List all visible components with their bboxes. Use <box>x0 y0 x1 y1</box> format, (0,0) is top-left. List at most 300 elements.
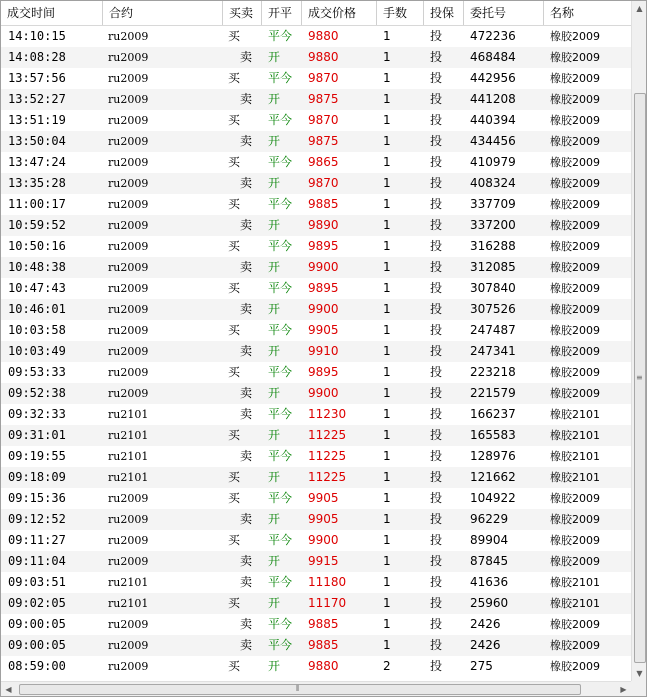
cell-contract: ru2009 <box>108 534 149 547</box>
cell-contract: ru2101 <box>108 576 149 589</box>
table-row[interactable] <box>1 257 631 278</box>
cell-buysell: 卖 <box>240 134 253 148</box>
cell-contract: ru2009 <box>108 345 149 358</box>
cell-time: 13:57:56 <box>8 71 66 85</box>
cell-order-id: 410979 <box>470 155 516 169</box>
cell-buysell: 买 <box>228 491 241 505</box>
cell-contract: ru2009 <box>108 639 149 652</box>
cell-time: 14:10:15 <box>8 29 66 43</box>
cell-openclose: 开 <box>268 302 281 316</box>
cell-buysell: 买 <box>228 29 241 43</box>
cell-name: 橡胶2009 <box>550 177 600 190</box>
cell-buysell: 卖 <box>240 176 253 190</box>
cell-order-id: 165583 <box>470 428 516 442</box>
cell-name: 橡胶2009 <box>550 198 600 211</box>
cell-buysell: 买 <box>228 239 241 253</box>
cell-hedge: 投 <box>430 92 443 106</box>
cell-name: 橡胶2101 <box>550 597 600 610</box>
cell-openclose: 开 <box>268 386 281 400</box>
cell-buysell: 买 <box>228 323 241 337</box>
cell-order-id: 247341 <box>470 344 516 358</box>
cell-time: 10:03:49 <box>8 344 66 358</box>
cell-contract: ru2009 <box>108 282 149 295</box>
cell-time: 09:53:33 <box>8 365 66 379</box>
cell-openclose: 开 <box>268 50 281 64</box>
cell-order-id: 337709 <box>470 197 516 211</box>
cell-time: 09:18:09 <box>8 470 66 484</box>
cell-openclose: 平今 <box>268 407 293 421</box>
cell-openclose: 开 <box>268 344 281 358</box>
cell-order-id: 442956 <box>470 71 516 85</box>
horizontal-scrollbar[interactable] <box>1 681 631 697</box>
cell-buysell: 卖 <box>240 92 253 106</box>
cell-price: 9900 <box>308 533 339 547</box>
cell-order-id: 247487 <box>470 323 516 337</box>
cell-name: 橡胶2009 <box>550 345 600 358</box>
cell-contract: ru2009 <box>108 51 149 64</box>
cell-openclose: 开 <box>268 470 281 484</box>
cell-order-id: 434456 <box>470 134 516 148</box>
cell-hedge: 投 <box>430 428 443 442</box>
cell-name: 橡胶2009 <box>550 156 600 169</box>
cell-hedge: 投 <box>430 596 443 610</box>
cell-hedge: 投 <box>430 113 443 127</box>
cell-name: 橡胶2101 <box>550 429 600 442</box>
table-row[interactable] <box>1 614 631 635</box>
scroll-corner <box>631 681 646 696</box>
cell-buysell: 买 <box>228 197 241 211</box>
table-row[interactable] <box>1 278 631 299</box>
cell-contract: ru2009 <box>108 93 149 106</box>
cell-order-id: 166237 <box>470 407 516 421</box>
cell-time: 11:00:17 <box>8 197 66 211</box>
cell-name: 橡胶2009 <box>550 240 600 253</box>
table-row[interactable] <box>1 152 631 173</box>
table-row[interactable] <box>1 551 631 572</box>
table-row[interactable] <box>1 572 631 593</box>
horizontal-scroll-thumb[interactable] <box>19 684 581 695</box>
cell-hedge: 投 <box>430 449 443 463</box>
cell-hedge: 投 <box>430 407 443 421</box>
table-row[interactable] <box>1 635 631 656</box>
table-row[interactable] <box>1 425 631 446</box>
cell-name: 橡胶2009 <box>550 51 600 64</box>
cell-openclose: 平今 <box>268 575 293 589</box>
cell-qty: 1 <box>383 386 391 400</box>
cell-openclose: 开 <box>268 554 281 568</box>
cell-order-id: 472236 <box>470 29 516 43</box>
arrow-right-icon[interactable]: ▶ <box>620 685 627 694</box>
cell-name: 橡胶2009 <box>550 387 600 400</box>
cell-time: 13:47:24 <box>8 155 66 169</box>
cell-qty: 1 <box>383 323 391 337</box>
cell-name: 橡胶2101 <box>550 471 600 484</box>
cell-price: 9875 <box>308 92 339 106</box>
cell-name: 橡胶2009 <box>550 135 600 148</box>
cell-qty: 1 <box>383 554 391 568</box>
cell-openclose: 平今 <box>268 29 293 43</box>
cell-contract: ru2009 <box>108 660 149 673</box>
cell-name: 橡胶2009 <box>550 324 600 337</box>
cell-hedge: 投 <box>430 533 443 547</box>
cell-hedge: 投 <box>430 323 443 337</box>
cell-price: 9900 <box>308 302 339 316</box>
cell-buysell: 买 <box>228 155 241 169</box>
col-header-openclose[interactable]: 开平 <box>262 1 302 25</box>
cell-buysell: 买 <box>228 533 241 547</box>
cell-buysell: 卖 <box>240 218 253 232</box>
cell-openclose: 平今 <box>268 449 293 463</box>
cell-name: 橡胶2009 <box>550 261 600 274</box>
cell-name: 橡胶2009 <box>550 492 600 505</box>
cell-openclose: 平今 <box>268 113 293 127</box>
cell-price: 11225 <box>308 428 347 442</box>
cell-qty: 1 <box>383 365 391 379</box>
cell-price: 11225 <box>308 449 347 463</box>
cell-hedge: 投 <box>430 239 443 253</box>
cell-contract: ru2009 <box>108 240 149 253</box>
cell-buysell: 卖 <box>240 575 253 589</box>
table-row[interactable] <box>1 47 631 68</box>
cell-buysell: 卖 <box>240 302 253 316</box>
cell-price: 9875 <box>308 134 339 148</box>
cell-buysell: 买 <box>228 71 241 85</box>
arrow-down-icon[interactable]: ▼ <box>636 669 643 678</box>
cell-qty: 1 <box>383 134 391 148</box>
table-row[interactable] <box>1 89 631 110</box>
column-header <box>1 1 631 26</box>
cell-name: 橡胶2009 <box>550 534 600 547</box>
cell-buysell: 卖 <box>240 554 253 568</box>
cell-buysell: 卖 <box>240 344 253 358</box>
cell-buysell: 买 <box>228 470 241 484</box>
table-row[interactable] <box>1 656 631 677</box>
cell-qty: 1 <box>383 617 391 631</box>
table-row[interactable] <box>1 404 631 425</box>
cell-order-id: 221579 <box>470 386 516 400</box>
cell-openclose: 平今 <box>268 638 293 652</box>
table-row[interactable] <box>1 362 631 383</box>
cell-price: 11180 <box>308 575 347 589</box>
cell-qty: 1 <box>383 71 391 85</box>
cell-price: 9905 <box>308 323 339 337</box>
table-row[interactable] <box>1 530 631 551</box>
cell-qty: 1 <box>383 512 391 526</box>
cell-openclose: 平今 <box>268 71 293 85</box>
col-header-name[interactable]: 名称 <box>550 6 575 20</box>
cell-name: 橡胶2009 <box>550 660 600 673</box>
cell-contract: ru2101 <box>108 408 149 421</box>
cell-qty: 1 <box>383 281 391 295</box>
cell-hedge: 投 <box>430 638 443 652</box>
cell-hedge: 投 <box>430 386 443 400</box>
cell-qty: 1 <box>383 575 391 589</box>
cell-time: 09:03:51 <box>8 575 66 589</box>
cell-openclose: 开 <box>268 512 281 526</box>
cell-qty: 1 <box>383 344 391 358</box>
cell-time: 08:59:00 <box>8 659 66 673</box>
col-header-qty[interactable]: 手数 <box>377 1 424 25</box>
table-row[interactable] <box>1 383 631 404</box>
cell-order-id: 128976 <box>470 449 516 463</box>
cell-price: 9905 <box>308 512 339 526</box>
cell-openclose: 开 <box>268 134 281 148</box>
cell-contract: ru2101 <box>108 450 149 463</box>
cell-time: 10:03:58 <box>8 323 66 337</box>
cell-hedge: 投 <box>430 617 443 631</box>
cell-hedge: 投 <box>430 155 443 169</box>
cell-price: 9870 <box>308 113 339 127</box>
cell-contract: ru2009 <box>108 177 149 190</box>
table-row[interactable] <box>1 68 631 89</box>
cell-time: 13:35:28 <box>8 176 66 190</box>
cell-name: 橡胶2101 <box>550 576 600 589</box>
table-row[interactable] <box>1 110 631 131</box>
cell-hedge: 投 <box>430 575 443 589</box>
grip-icon: ⦀ <box>296 684 300 693</box>
cell-name: 橡胶2009 <box>550 513 600 526</box>
cell-buysell: 卖 <box>240 638 253 652</box>
cell-price: 9895 <box>308 281 339 295</box>
cell-order-id: 275 <box>470 659 493 673</box>
cell-qty: 1 <box>383 407 391 421</box>
cell-openclose: 平今 <box>268 365 293 379</box>
cell-contract: ru2101 <box>108 429 149 442</box>
cell-contract: ru2009 <box>108 387 149 400</box>
cell-order-id: 307840 <box>470 281 516 295</box>
cell-hedge: 投 <box>430 512 443 526</box>
cell-openclose: 开 <box>268 260 281 274</box>
table-row[interactable] <box>1 467 631 488</box>
vertical-scrollbar[interactable] <box>631 1 647 681</box>
cell-time: 13:50:04 <box>8 134 66 148</box>
table-row[interactable] <box>1 131 631 152</box>
cell-name: 橡胶2101 <box>550 450 600 463</box>
cell-qty: 1 <box>383 176 391 190</box>
cell-buysell: 卖 <box>240 617 253 631</box>
cell-openclose: 开 <box>268 428 281 442</box>
cell-contract: ru2009 <box>108 366 149 379</box>
cell-openclose: 平今 <box>268 491 293 505</box>
cell-time: 09:11:04 <box>8 554 66 568</box>
cell-hedge: 投 <box>430 659 443 673</box>
cell-order-id: 316288 <box>470 239 516 253</box>
cell-time: 09:15:36 <box>8 491 66 505</box>
cell-hedge: 投 <box>430 176 443 190</box>
cell-time: 10:59:52 <box>8 218 66 232</box>
cell-hedge: 投 <box>430 197 443 211</box>
cell-time: 14:08:28 <box>8 50 66 64</box>
cell-order-id: 2426 <box>470 617 501 631</box>
cell-contract: ru2009 <box>108 135 149 148</box>
table-row[interactable] <box>1 341 631 362</box>
cell-buysell: 买 <box>228 365 241 379</box>
cell-buysell: 卖 <box>240 407 253 421</box>
cell-buysell: 买 <box>228 596 241 610</box>
cell-name: 橡胶2009 <box>550 30 600 43</box>
cell-price: 9890 <box>308 218 339 232</box>
cell-time: 10:48:38 <box>8 260 66 274</box>
cell-price: 11230 <box>308 407 347 421</box>
cell-name: 橡胶2009 <box>550 93 600 106</box>
cell-hedge: 投 <box>430 365 443 379</box>
cell-hedge: 投 <box>430 281 443 295</box>
cell-order-id: 89904 <box>470 533 509 547</box>
cell-time: 10:50:16 <box>8 239 66 253</box>
table-row[interactable] <box>1 236 631 257</box>
cell-name: 橡胶2009 <box>550 219 600 232</box>
cell-order-id: 441208 <box>470 92 516 106</box>
cell-qty: 1 <box>383 638 391 652</box>
cell-openclose: 平今 <box>268 155 293 169</box>
col-header-time[interactable]: 成交时间 <box>1 1 103 25</box>
cell-contract: ru2009 <box>108 555 149 568</box>
cell-price: 9885 <box>308 197 339 211</box>
cell-contract: ru2009 <box>108 513 149 526</box>
cell-qty: 1 <box>383 218 391 232</box>
cell-hedge: 投 <box>430 50 443 64</box>
cell-order-id: 408324 <box>470 176 516 190</box>
cell-name: 橡胶2009 <box>550 303 600 316</box>
cell-buysell: 买 <box>228 113 241 127</box>
cell-order-id: 104922 <box>470 491 516 505</box>
col-header-price[interactable]: 成交价格 <box>302 1 377 25</box>
cell-openclose: 平今 <box>268 281 293 295</box>
grip-icon: ≡ <box>636 373 643 382</box>
cell-name: 橡胶2101 <box>550 408 600 421</box>
cell-price: 9910 <box>308 344 339 358</box>
cell-contract: ru2009 <box>108 114 149 127</box>
cell-hedge: 投 <box>430 29 443 43</box>
cell-order-id: 468484 <box>470 50 516 64</box>
table-row[interactable] <box>1 173 631 194</box>
cell-contract: ru2009 <box>108 156 149 169</box>
cell-qty: 1 <box>383 491 391 505</box>
cell-openclose: 开 <box>268 218 281 232</box>
cell-price: 9900 <box>308 386 339 400</box>
col-header-order-id[interactable]: 委托号 <box>464 1 544 25</box>
cell-openclose: 开 <box>268 596 281 610</box>
table-row[interactable] <box>1 320 631 341</box>
cell-qty: 1 <box>383 260 391 274</box>
cell-name: 橡胶2009 <box>550 72 600 85</box>
cell-openclose: 开 <box>268 92 281 106</box>
cell-price: 9915 <box>308 554 339 568</box>
cell-qty: 1 <box>383 428 391 442</box>
cell-time: 10:46:01 <box>8 302 66 316</box>
cell-price: 9885 <box>308 638 339 652</box>
cell-qty: 1 <box>383 197 391 211</box>
cell-qty: 1 <box>383 113 391 127</box>
cell-order-id: 41636 <box>470 575 509 589</box>
cell-contract: ru2009 <box>108 72 149 85</box>
cell-hedge: 投 <box>430 218 443 232</box>
cell-price: 9880 <box>308 50 339 64</box>
cell-openclose: 平今 <box>268 323 293 337</box>
cell-time: 13:52:27 <box>8 92 66 106</box>
arrow-left-icon[interactable]: ◀ <box>5 685 12 694</box>
cell-time: 09:12:52 <box>8 512 66 526</box>
cell-time: 09:19:55 <box>8 449 66 463</box>
cell-price: 11225 <box>308 470 347 484</box>
cell-time: 13:51:19 <box>8 113 66 127</box>
cell-buysell: 卖 <box>240 449 253 463</box>
cell-openclose: 平今 <box>268 617 293 631</box>
cell-time: 09:02:05 <box>8 596 66 610</box>
vertical-scroll-thumb[interactable] <box>634 93 646 663</box>
cell-time: 09:32:33 <box>8 407 66 421</box>
cell-qty: 1 <box>383 302 391 316</box>
cell-hedge: 投 <box>430 134 443 148</box>
cell-order-id: 337200 <box>470 218 516 232</box>
cell-time: 09:00:05 <box>8 617 66 631</box>
cell-hedge: 投 <box>430 302 443 316</box>
cell-qty: 1 <box>383 239 391 253</box>
cell-buysell: 买 <box>228 659 241 673</box>
cell-openclose: 平今 <box>268 197 293 211</box>
cell-order-id: 2426 <box>470 638 501 652</box>
cell-price: 9880 <box>308 659 339 673</box>
table-row[interactable] <box>1 299 631 320</box>
cell-qty: 1 <box>383 533 391 547</box>
cell-time: 09:11:27 <box>8 533 66 547</box>
cell-name: 橡胶2009 <box>550 639 600 652</box>
cell-contract: ru2101 <box>108 597 149 610</box>
col-header-buysell[interactable]: 买卖 <box>223 1 262 25</box>
cell-contract: ru2009 <box>108 303 149 316</box>
cell-buysell: 卖 <box>240 386 253 400</box>
table-row[interactable] <box>1 446 631 467</box>
cell-hedge: 投 <box>430 554 443 568</box>
cell-time: 09:52:38 <box>8 386 66 400</box>
cell-order-id: 87845 <box>470 554 509 568</box>
cell-time: 09:00:05 <box>8 638 66 652</box>
cell-contract: ru2009 <box>108 219 149 232</box>
cell-price: 9900 <box>308 260 339 274</box>
arrow-up-icon[interactable]: ▲ <box>636 4 643 13</box>
table-row[interactable] <box>1 488 631 509</box>
table-row[interactable] <box>1 509 631 530</box>
table-row[interactable] <box>1 26 631 47</box>
cell-qty: 1 <box>383 155 391 169</box>
cell-name: 橡胶2009 <box>550 366 600 379</box>
cell-hedge: 投 <box>430 71 443 85</box>
cell-qty: 1 <box>383 470 391 484</box>
cell-buysell: 买 <box>228 428 241 442</box>
cell-buysell: 买 <box>228 281 241 295</box>
table-row[interactable] <box>1 593 631 614</box>
cell-qty: 1 <box>383 92 391 106</box>
cell-qty: 1 <box>383 596 391 610</box>
table-row[interactable] <box>1 194 631 215</box>
cell-hedge: 投 <box>430 470 443 484</box>
cell-qty: 1 <box>383 449 391 463</box>
cell-contract: ru2009 <box>108 261 149 274</box>
cell-openclose: 平今 <box>268 239 293 253</box>
cell-hedge: 投 <box>430 344 443 358</box>
cell-price: 9905 <box>308 491 339 505</box>
col-header-contract[interactable]: 合约 <box>103 1 223 25</box>
cell-hedge: 投 <box>430 491 443 505</box>
cell-time: 09:31:01 <box>8 428 66 442</box>
col-header-hedge[interactable]: 投保 <box>424 1 464 25</box>
cell-price: 9895 <box>308 239 339 253</box>
table-row[interactable] <box>1 215 631 236</box>
cell-price: 9880 <box>308 29 339 43</box>
cell-price: 11170 <box>308 596 347 610</box>
cell-name: 橡胶2009 <box>550 618 600 631</box>
cell-name: 橡胶2009 <box>550 555 600 568</box>
